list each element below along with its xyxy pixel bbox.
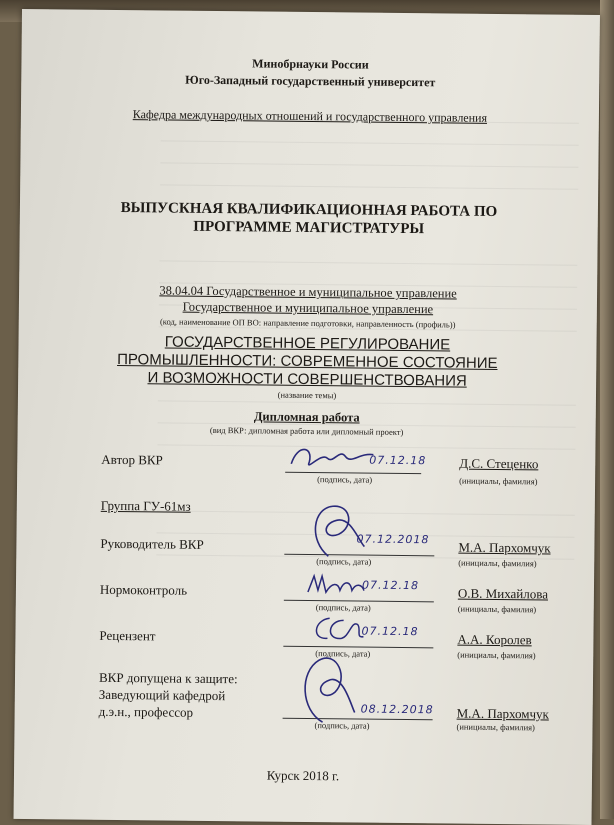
normcontrol-date: 07.12.18 [361, 578, 420, 593]
normcontrol-label: Нормоконтроль [99, 581, 188, 598]
reviewer-name: А.А. Королев [457, 631, 532, 648]
head-name: М.А. Пархомчук [456, 705, 549, 722]
supervisor-date: 07.12.2018 [356, 532, 430, 547]
department-name: Кафедра международных отношений и государственного управления [132, 107, 488, 125]
supervisor-label: Руководитель ВКР [100, 535, 204, 552]
admission-line1: ВКР допущена к защите: [98, 669, 238, 687]
program-profile: Государственное и муниципальное управление [182, 299, 434, 317]
reviewer-date: 07.12.18 [361, 624, 419, 639]
admission-sign-caption: (подпись, дата) [314, 720, 370, 731]
reviewer-signature [309, 612, 365, 650]
work-kind: Дипломная работа [253, 409, 360, 425]
author-name: Д.С. Стеценко [459, 455, 539, 472]
normcontrol-name: О.В. Михайлова [457, 585, 549, 602]
topic-line3: И ВОЗМОЖНОСТИ СОВЕРШЕНСТВОВАНИЯ [147, 369, 467, 390]
title-page [14, 9, 600, 825]
head-name-caption: (инициалы, фамилия) [456, 721, 535, 733]
work-kind-caption: (вид ВКР: дипломная работа или дипломный проект) [209, 424, 404, 437]
city-year: Курск 2018 г. [266, 767, 340, 784]
topic-line2: ПРОМЫШЛЕННОСТИ: СОВРЕМЕННОЕ СОСТОЯНИЕ [117, 350, 498, 372]
supervisor-name-caption: (инициалы, фамилия) [458, 557, 537, 569]
supervisor-sign-caption: (подпись, дата) [316, 556, 372, 567]
program-caption: (код, наименование ОП ВО: направление подготовки, направленность (профиль)) [159, 316, 456, 330]
ministry-name: Минобрнауки России [252, 56, 369, 72]
reviewer-name-caption: (инициалы, фамилия) [457, 649, 536, 661]
admission-line2: Заведующий кафедрой [98, 686, 226, 704]
topic-caption: (название темы) [277, 389, 337, 401]
work-type-line1: ВЫПУСКНАЯ КВАЛИФИКАЦИОННАЯ РАБОТА ПО [120, 200, 498, 220]
reviewer-sign-caption: (подпись, дата) [315, 648, 371, 659]
normcontrol-sign-caption: (подпись, дата) [315, 602, 371, 613]
work-type-line2: ПРОГРАММЕ МАГИСТРАТУРЫ [193, 218, 425, 238]
supervisor-name: М.А. Пархомчук [458, 539, 551, 556]
desk-background-right [600, 0, 614, 819]
author-label: Автор ВКР [101, 451, 163, 468]
normcontrol-signature [306, 570, 366, 606]
university-name: Юго-Западный государственный университет [185, 72, 436, 90]
normcontrol-name-caption: (инициалы, фамилия) [457, 603, 537, 615]
author-name-caption: (инициалы, фамилия) [459, 475, 538, 487]
student-group: Группа ГУ-61мз [100, 497, 191, 514]
admission-line3: д.э.н., профессор [98, 703, 194, 720]
topic-line1: ГОСУДАРСТВЕННОЕ РЕГУЛИРОВАНИЕ [164, 333, 451, 354]
reviewer-label: Рецензент [99, 627, 156, 644]
author-sign-caption: (подпись, дата) [317, 474, 373, 485]
admission-date: 08.12.2018 [360, 702, 434, 717]
program-direction: 38.04.04 Государственное и муниципальное управление [159, 283, 457, 301]
author-date: 07.12.18 [369, 453, 427, 468]
